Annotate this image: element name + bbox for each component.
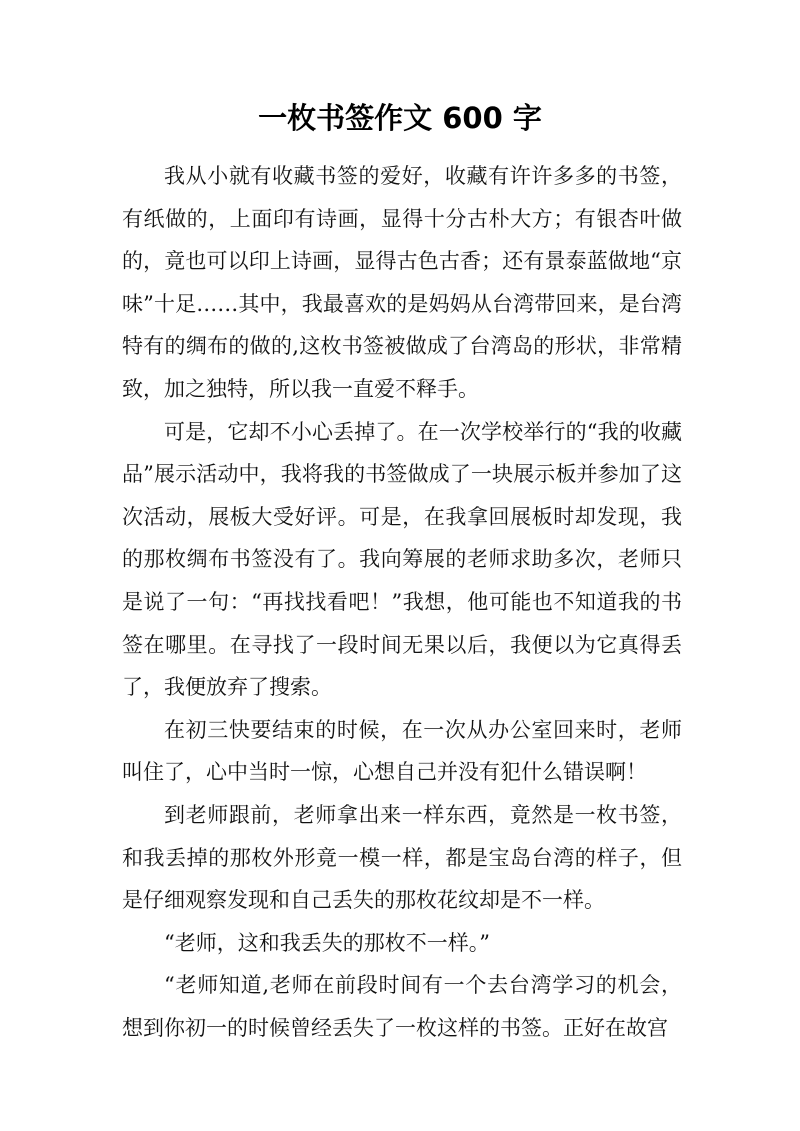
- paragraph-4: 到老师跟前，老师拿出来一样东西，竟然是一枚书签，和我丢掉的那枚外形竟一模一样，都是宝岛台湾的样子，但是仔细观察发现和自己丢失的那枚花纹却是不一样。: [122, 802, 682, 913]
- document-body: [122, 155, 682, 1049]
- paragraph-5: “老师，这和我丢失的那枚不一样。”: [164, 930, 490, 955]
- document-title: 一枚书签作文 600 字: [258, 101, 542, 135]
- paragraph-1: 我从小就有收藏书签的爱好，收藏有许许多多的书签，有纸做的，上面印有诗画，显得十分古朴大方；有银杏叶做的，竟也可以印上诗画，显得古色古香；还有景泰蓝做地“京味”十足……其中，我最喜欢的是妈妈从台湾带回来，是台湾特有的绸布的做的,这枚书签被做成了台湾岛的形状，非常精致，加之独特，所以我一直爱不释手。: [122, 164, 682, 401]
- paragraph-3: 在初三快要结束的时候，在一次从办公室回来时，老师叫住了，心中当时一惊，心想自己并没有犯什么错误啊！: [122, 717, 682, 785]
- paragraph-6: “老师知道,老师在前段时间有一个去台湾学习的机会，想到你初一的时候曾经丢失了一枚这样的书签。正好在故宫: [122, 973, 682, 1040]
- paragraph-2: 可是，它却不小心丢掉了。在一次学校举行的“我的收藏品”展示活动中，我将我的书签做成了一块展示板并参加了这次活动，展板大受好评。可是，在我拿回展板时却发现，我的那枚绸布书签没有了。我向筹展的老师求助多次，老师只是说了一句：“再找找看吧！”我想，他可能也不知道我的书签在哪里。在寻找了一段时间无果以后，我便以为它真得丢了，我便放弃了搜索。: [122, 419, 682, 700]
